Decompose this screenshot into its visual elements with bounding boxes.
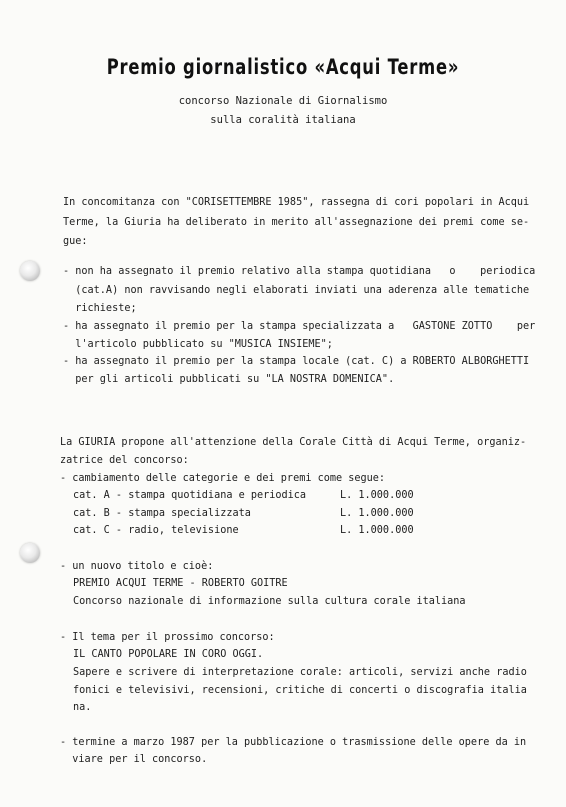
new-title-line: - un nuovo titolo e cioè: — [60, 561, 214, 572]
deadline-line: - termine a marzo 1987 per la pubblicazione o trasmissione delle opere da in — [60, 737, 527, 748]
decision-line: - ha assegnato il premio per la stampa specializzata a GASTONE ZOTTO per — [63, 321, 536, 332]
subtitle-line-1: concorso Nazionale di Giornalismo — [178, 95, 388, 107]
category-amount: L. 1.000.000 — [340, 525, 414, 536]
decision-line: (cat.A) non ravvisando negli elaborati inviati una aderenza alle tematiche — [63, 285, 530, 296]
category-label: cat. C - radio, televisione — [73, 525, 239, 536]
intro-line: gue: — [63, 236, 88, 247]
theme-line: na. — [73, 702, 92, 713]
decision-line: l'articolo pubblicato su "MUSICA INSIEME"; — [63, 339, 333, 350]
category-label: cat. B - stampa specializzata — [73, 508, 251, 519]
category-label: cat. A - stampa quotidiana e periodica — [73, 490, 307, 501]
decision-line: - non ha assegnato il premio relativo alla stampa quotidiana o periodica — [63, 266, 536, 277]
new-title-line: PREMIO ACQUI TERME - ROBERTO GOITRE — [73, 578, 288, 589]
proposal-line: zatrice del concorso: — [60, 455, 189, 466]
punch-hole-top — [20, 261, 40, 281]
proposal-line: La GIURIA propone all'attenzione della Corale Città di Acqui Terme, organiz- — [60, 437, 527, 448]
decision-line: per gli articoli pubblicati su "LA NOSTRA DOMENICA". — [63, 374, 395, 385]
decision-line: richieste; — [63, 303, 137, 314]
theme-line: - Il tema per il prossimo concorso: — [60, 632, 275, 643]
subtitle-line-2: sulla coralità italiana — [210, 114, 356, 126]
theme-line: Sapere e scrivere di interpretazione corale: articoli, servizi anche radio — [73, 667, 527, 678]
category-amount: L. 1.000.000 — [340, 490, 414, 501]
theme-line: fonici e televisivi, recensioni, critiche di concerti o discografia italia — [73, 685, 527, 696]
new-title-line: Concorso nazionale di informazione sulla cultura corale italiana — [73, 596, 466, 607]
intro-line: In concomitanza con "CORISETTEMBRE 1985", rassegna di cori popolari in Acqui — [63, 197, 530, 208]
category-amount: L. 1.000.000 — [340, 508, 414, 519]
proposal-line: - cambiamento delle categorie e dei premi come segue: — [60, 473, 386, 484]
decision-line: - ha assegnato il premio per la stampa locale (cat. C) a ROBERTO ALBORGHETTI — [63, 356, 530, 367]
theme-line: IL CANTO POPOLARE IN CORO OGGI. — [73, 649, 264, 660]
deadline-line: viare per il concorso. — [60, 754, 208, 765]
intro-line: Terme, la Giuria ha deliberato in merito all'assegnazione dei premi come se- — [63, 217, 530, 228]
document-title: Premio giornalistico «Acqui Terme» — [106, 55, 460, 79]
punch-hole-bottom — [20, 543, 40, 563]
